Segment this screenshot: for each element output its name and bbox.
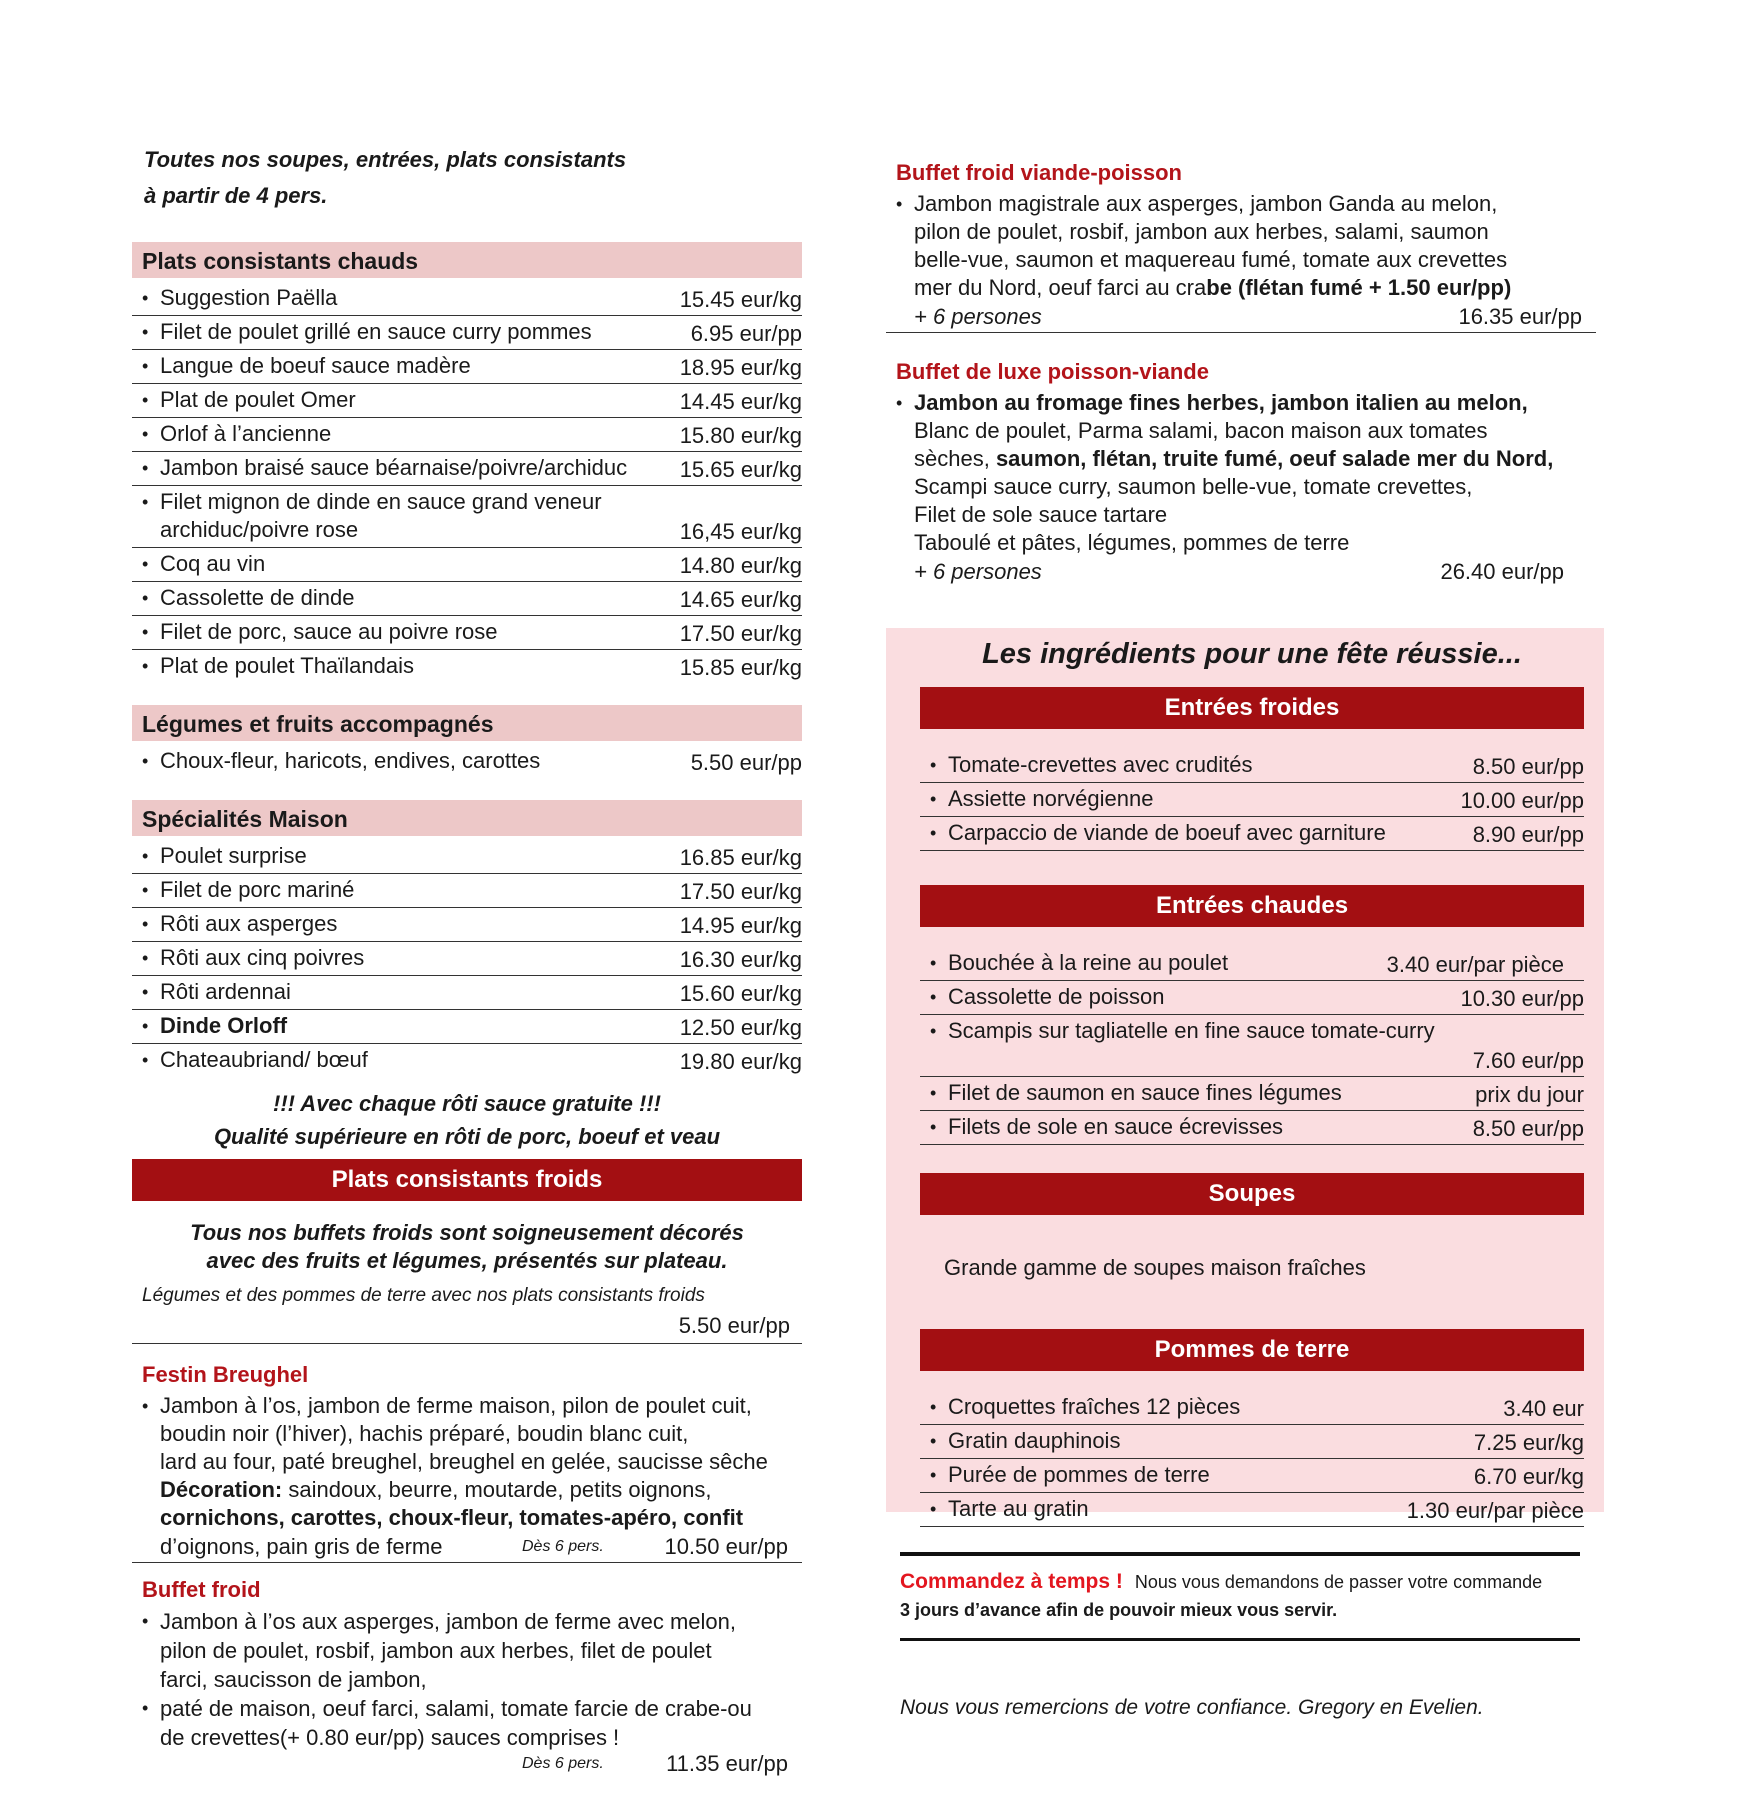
menu-item	[132, 350, 802, 384]
menu-item	[132, 384, 802, 418]
buffet-line: • Jambon magistrale aux asperges, jambon Ganda au melon,	[914, 191, 1498, 216]
intro-line-2: à partir de 4 pers.	[144, 183, 328, 208]
item-name: Filet de poulet grillé en sauce curry pommes	[160, 319, 592, 344]
menu-item	[920, 783, 1584, 817]
menu-item	[920, 1459, 1584, 1493]
item-name: Coq au vin	[160, 551, 266, 576]
item-name: Filet de porc mariné	[160, 877, 355, 902]
roti-note	[132, 1087, 802, 1153]
intro-line-1: Toutes nos soupes, entrées, plats consistants	[144, 147, 627, 172]
menu-item	[920, 1493, 1584, 1527]
item-name: Tomate-crevettes avec crudités	[948, 752, 1253, 777]
buffet-luxe-persons: + 6 persones	[914, 559, 1042, 584]
menu-item	[132, 908, 802, 942]
buffet-line	[914, 274, 1606, 302]
item-name: Suggestion Paëlla	[160, 285, 338, 310]
item-name: Bouchée à la reine au poulet	[948, 950, 1229, 975]
menu-item	[920, 1425, 1584, 1459]
buffet-min-persons: Dès 6 pers.	[522, 1755, 604, 1772]
section-specialites-title: Spécialités Maison	[132, 800, 802, 836]
item-price: 12.50 eur/kg	[679, 1015, 802, 1040]
item-name: Cassolette de dinde	[160, 585, 355, 610]
item-name: Filet mignon de dinde en sauce grand veneur archiduc/poivre rose	[160, 489, 602, 542]
buffet-line: Taboulé et pâtes, légumes, pommes de terre	[914, 530, 1350, 555]
menu-item	[920, 981, 1584, 1015]
buffet-line: Scampi sauce curry, saumon belle-vue, tomate crevettes,	[914, 474, 1473, 499]
menu-item	[132, 616, 802, 650]
entrees-chaudes-list	[920, 947, 1584, 1145]
right-column	[886, 160, 1606, 587]
buffet-line: pilon de poulet, rosbif, jambon aux herbes, filet de poulet	[160, 1638, 712, 1663]
item-price: 17.50 eur/kg	[679, 879, 802, 904]
menu-item	[920, 749, 1584, 783]
buffet-line-part: be (flétan fumé + 1.50 eur/pp)	[1206, 275, 1512, 300]
specialites-list	[132, 840, 802, 1077]
festin-line: saindoux, beurre, moutarde, petits oignons,	[282, 1477, 712, 1502]
menu-item	[132, 418, 802, 452]
buffet-luxe-price: 26.40 eur/pp	[1440, 559, 1564, 584]
fete-box	[920, 628, 1584, 1561]
item-name: Filet de porc, sauce au poivre rose	[160, 619, 498, 644]
thanks-note: Nous vous remercions de votre confiance. Gregory en Evelien.	[900, 1696, 1484, 1719]
festin-line: cornichons, carottes, choux-fleur, tomates-apéro, confit	[160, 1505, 744, 1530]
intro-note	[144, 142, 802, 214]
menu-item	[132, 976, 802, 1010]
section-entrees-chaudes-title: Entrées chaudes	[920, 885, 1584, 927]
buffet-line: pilon de poulet, rosbif, jambon aux herbes, salami, saumon	[914, 219, 1489, 244]
order-notice	[900, 1552, 1580, 1641]
item-price: 10.00 eur/pp	[1460, 788, 1584, 813]
item-price: 8.50 eur/pp	[1472, 754, 1584, 779]
item-price: 8.50 eur/pp	[1472, 1116, 1584, 1141]
festin-line: lard au four, paté breughel, breughel en gelée, saucisse sêche	[160, 1449, 768, 1474]
fete-box-title: Les ingrédients pour une fête réussie...	[982, 638, 1522, 670]
cold-sub-price: 5.50 eur/pp	[132, 1307, 802, 1344]
cold-sub-note: Légumes et des pommes de terre avec nos plats consistants froids	[142, 1285, 705, 1306]
buffet-froid-body-2	[132, 1694, 802, 1752]
roti-note-1: !!! Avec chaque rôti sauce gratuite !!!	[273, 1091, 661, 1116]
item-price: 14.80 eur/kg	[679, 553, 802, 578]
item-price: 16.30 eur/kg	[679, 947, 802, 972]
menu-item	[132, 548, 802, 582]
item-price: 14.65 eur/kg	[679, 587, 802, 612]
item-name: Rôti ardennai	[160, 979, 291, 1004]
item-name: Langue de boeuf sauce madère	[160, 353, 471, 378]
item-price: 1.30 eur/par pièce	[1406, 1498, 1584, 1523]
item-price: 19.80 eur/kg	[679, 1049, 802, 1074]
item-price: 8.90 eur/pp	[1472, 822, 1584, 847]
pommes-list	[920, 1391, 1584, 1527]
item-price: 14.95 eur/kg	[679, 913, 802, 938]
item-price: 15.65 eur/kg	[679, 457, 802, 482]
item-name: Scampis sur tagliatelle en fine sauce tomate-curry	[948, 1018, 1435, 1043]
buffet-froid-title: Buffet froid	[142, 1577, 261, 1602]
item-price: 7.60 eur/pp	[1472, 1048, 1584, 1073]
item-name: Purée de pommes de terre	[948, 1462, 1210, 1487]
item-name: Jambon braisé sauce béarnaise/poivre/archiduc	[160, 455, 628, 480]
cold-note-2: avec des fruits et légumes, présentés sur plateau.	[206, 1248, 728, 1273]
menu-item	[132, 452, 802, 486]
plats-chauds-list	[132, 282, 802, 683]
menu-item	[920, 947, 1584, 981]
festin-line: boudin noir (l’hiver), hachis préparé, boudin blanc cuit,	[160, 1421, 689, 1446]
item-name: Dinde Orloff	[160, 1013, 288, 1038]
item-name: Plat de poulet Omer	[160, 387, 356, 412]
entrees-froides-list	[920, 749, 1584, 851]
buffet-viande-title: Buffet froid viande-poisson	[896, 160, 1182, 185]
deco-label: Décoration:	[160, 1477, 283, 1502]
festin-foot	[132, 1532, 802, 1563]
order-headline: Commandez à temps !	[900, 1570, 1123, 1593]
buffet-line: belle-vue, saumon et maquereau fumé, tomate aux crevettes	[914, 247, 1508, 272]
menu-item	[132, 650, 802, 683]
item-name: Rôti aux cinq poivres	[160, 945, 365, 970]
section-soupes-title: Soupes	[920, 1173, 1584, 1215]
item-price: 3.40 eur/par pièce	[1386, 952, 1564, 977]
menu-item	[132, 874, 802, 908]
buffet-line-part: sèches,	[914, 446, 996, 471]
buffet-line: farci, saucisson de jambon,	[160, 1667, 427, 1692]
buffet-viande-foot	[886, 302, 1596, 333]
item-price: 18.95 eur/kg	[679, 355, 802, 380]
item-name: Choux-fleur, haricots, endives, carottes	[160, 748, 541, 773]
buffet-froid-foot	[132, 1752, 802, 1776]
order-text-1: Nous vous demandons de passer votre commande	[1134, 1572, 1543, 1592]
item-price: 15.85 eur/kg	[679, 655, 802, 680]
festin-title: Festin Breughel	[142, 1362, 309, 1387]
item-name: Assiette norvégienne	[948, 786, 1154, 811]
item-price: 6.95 eur/pp	[690, 321, 802, 346]
buffet-line-part: saumon, flétan, truite fumé, oeuf salade mer du Nord,	[995, 446, 1554, 471]
buffet-line: • Jambon à l’os aux asperges, jambon de ferme avec melon,	[160, 1609, 736, 1634]
buffet-line: Blanc de poulet, Parma salami, bacon maison aux tomates	[914, 418, 1488, 443]
menu-item	[132, 282, 802, 316]
order-line-1	[900, 1570, 1580, 1594]
buffet-luxe-foot	[886, 557, 1596, 587]
menu-item	[132, 840, 802, 874]
legumes-list	[132, 745, 802, 778]
menu-item	[132, 1044, 802, 1077]
item-price: 10.30 eur/pp	[1460, 986, 1584, 1011]
buffet-line	[914, 445, 1606, 473]
item-name: Filets de sole en sauce écrevisses	[948, 1114, 1284, 1139]
buffet-luxe-body	[886, 389, 1606, 557]
item-price: 15.60 eur/kg	[679, 981, 802, 1006]
item-name: Gratin dauphinois	[948, 1428, 1121, 1453]
order-text-2: 3 jours d’avance afin de pouvoir mieux vous servir.	[900, 1600, 1338, 1620]
menu-item	[132, 1010, 802, 1044]
festin-price: 10.50 eur/pp	[664, 1534, 788, 1559]
item-name: Orlof à l’ancienne	[160, 421, 332, 446]
menu-item	[920, 1111, 1584, 1145]
festin-deco-line	[160, 1476, 802, 1504]
section-legumes-title: Légumes et fruits accompagnés	[132, 705, 802, 741]
buffet-viande-price: 16.35 eur/pp	[1458, 304, 1582, 329]
soupes-text: Grande gamme de soupes maison fraîches	[944, 1255, 1366, 1280]
buffet-luxe-title: Buffet de luxe poisson-viande	[896, 359, 1209, 384]
section-plats-chauds-title: Plats consistants chauds	[132, 242, 802, 278]
menu-item	[132, 745, 802, 778]
menu-item	[920, 1077, 1584, 1111]
item-price: 6.70 eur/kg	[1473, 1464, 1584, 1489]
menu-item	[920, 1391, 1584, 1425]
item-name: Chateaubriand/ bœuf	[160, 1047, 368, 1072]
menu-item	[132, 316, 802, 350]
festin-line: • Jambon à l’os, jambon de ferme maison, pilon de poulet cuit,	[160, 1393, 752, 1418]
buffet-line-part: mer du Nord, oeuf farci au cra	[914, 275, 1207, 300]
item-price: 16.85 eur/kg	[679, 845, 802, 870]
buffet-line: • Jambon au fromage fines herbes, jambon italien au melon,	[914, 390, 1528, 415]
item-name: Filet de saumon en sauce fines légumes	[948, 1080, 1342, 1105]
item-name: Tarte au gratin	[948, 1496, 1089, 1521]
item-price: prix du jour	[1475, 1082, 1584, 1107]
item-price: 14.45 eur/kg	[679, 389, 802, 414]
item-price: 16,45 eur/kg	[679, 519, 802, 544]
festin-min-persons: Dès 6 pers.	[522, 1538, 604, 1555]
left-column	[132, 142, 802, 1776]
item-name: Plat de poulet Thaïlandais	[160, 653, 414, 678]
menu-item	[132, 942, 802, 976]
cold-buffet-note	[132, 1219, 802, 1275]
buffet-froid-body	[132, 1607, 802, 1694]
item-name: Croquettes fraîches 12 pièces	[948, 1394, 1241, 1419]
buffet-viande-persons: + 6 persones	[914, 304, 1042, 329]
section-entrees-froides-title: Entrées froides	[920, 687, 1584, 729]
festin-line: d’oignons, pain gris de ferme	[160, 1534, 443, 1559]
item-name: Rôti aux asperges	[160, 911, 338, 936]
festin-body	[132, 1392, 802, 1532]
item-price: 17.50 eur/kg	[679, 621, 802, 646]
item-name: Cassolette de poisson	[948, 984, 1165, 1009]
item-name: Poulet surprise	[160, 843, 307, 868]
buffet-line: de crevettes(+ 0.80 eur/pp) sauces comprises !	[160, 1725, 620, 1750]
menu-item	[920, 817, 1584, 851]
menu-item	[132, 486, 802, 548]
item-price: 15.45 eur/kg	[679, 287, 802, 312]
section-pommes-title: Pommes de terre	[920, 1329, 1584, 1371]
item-price: 5.50 eur/pp	[690, 750, 802, 775]
cold-note-1: Tous nos buffets froids sont soigneusement décorés	[190, 1220, 744, 1245]
menu-item	[132, 582, 802, 616]
roti-note-2: Qualité supérieure en rôti de porc, boeuf et veau	[213, 1124, 721, 1149]
buffet-viande-body	[886, 190, 1606, 302]
buffet-line: • paté de maison, oeuf farci, salami, tomate farcie de crabe-ou	[160, 1696, 752, 1721]
buffet-line: Filet de sole sauce tartare	[914, 502, 1168, 527]
item-name: Carpaccio de viande de boeuf avec garniture	[948, 820, 1386, 845]
menu-item	[920, 1015, 1584, 1077]
item-price: 15.80 eur/kg	[679, 423, 802, 448]
section-plats-froids-title: Plats consistants froids	[132, 1159, 802, 1201]
buffet-froid-price: 11.35 eur/pp	[666, 1751, 788, 1776]
item-price: 7.25 eur/kg	[1473, 1430, 1584, 1455]
item-price: 3.40 eur	[1503, 1396, 1584, 1421]
